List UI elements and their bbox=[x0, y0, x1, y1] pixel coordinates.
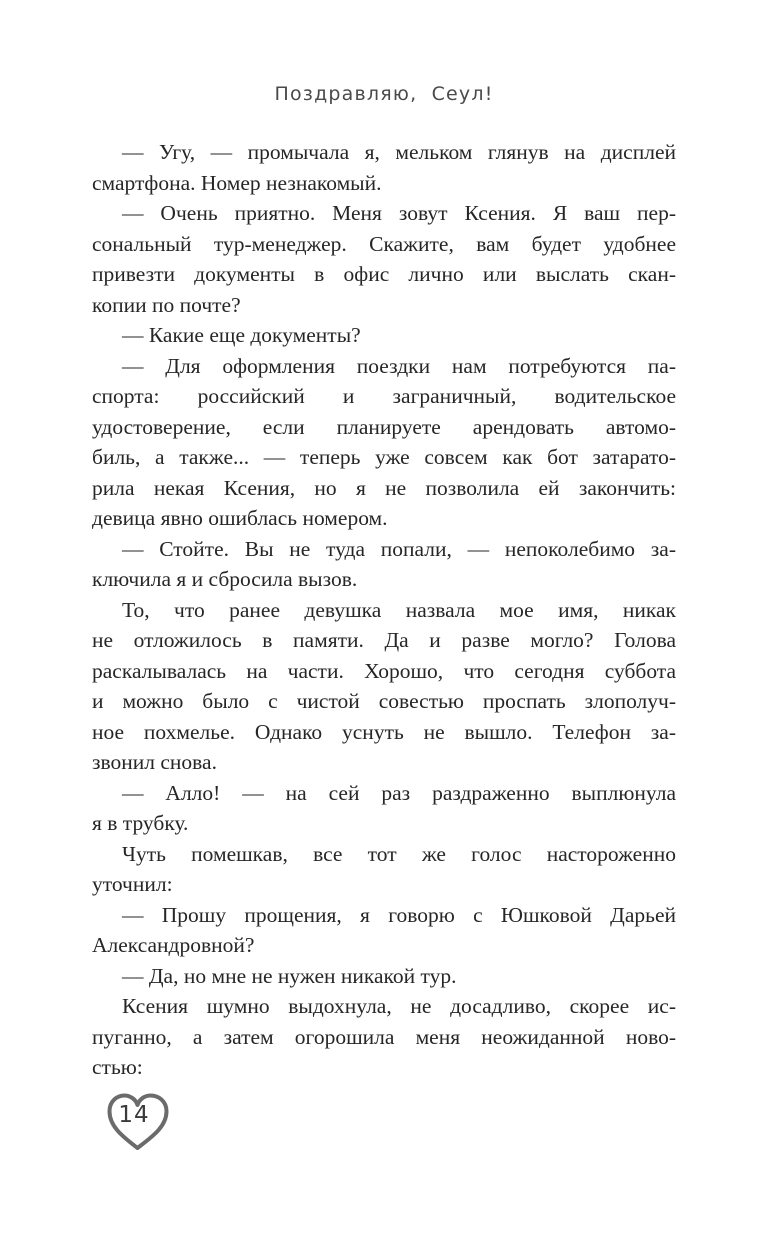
text-block bbox=[92, 137, 676, 1083]
text-line: привезти документы в офис лично или выслать скан- bbox=[92, 262, 676, 286]
text-line: рила некая Ксения, но я не позволила ей закончить: bbox=[92, 475, 676, 500]
text-line: копии по почте? bbox=[92, 292, 241, 317]
text-line: — Прошу прощения, я говорю с Юшковой Дарьей bbox=[122, 902, 676, 927]
text-line: я в трубку. bbox=[92, 811, 189, 835]
text-line: спорта: российский и заграничный, водительское bbox=[92, 384, 676, 408]
text-line: — Очень приятно. Меня зовут Ксения. Я ваш пер- bbox=[122, 201, 676, 225]
text-line: девица явно ошиблась номером. bbox=[92, 506, 388, 530]
text-line: сональный тур-менеджер. Скажите, вам будет удобнее bbox=[92, 231, 676, 256]
text-line: — Стойте. Вы не туда попали, — непоколебимо за- bbox=[122, 536, 676, 561]
page-number: 14 bbox=[118, 1102, 150, 1128]
text-line: стью: bbox=[92, 1055, 143, 1079]
text-line: ключила я и сбросила вызов. bbox=[92, 567, 358, 591]
text-line: биль, а также... — теперь уже совсем как бот затарато- bbox=[92, 445, 676, 469]
text-line: Чуть помешкав, все тот же голос настороженно bbox=[122, 841, 676, 866]
text-line: То, что ранее девушка назвала мое имя, никак bbox=[122, 597, 676, 622]
text-line: удостоверение, если планируете арендовать автомо- bbox=[92, 414, 676, 439]
text-line: звонил снова. bbox=[92, 750, 217, 774]
text-line: пуганно, а затем огорошила меня неожиданной ново- bbox=[92, 1024, 676, 1049]
text-line: смартфона. Номер незнакомый. bbox=[92, 170, 382, 195]
text-line: Александровной? bbox=[92, 933, 255, 957]
text-line: — Какие еще документы? bbox=[122, 323, 361, 347]
text-line: — Для оформления поездки нам потребуются па- bbox=[122, 353, 676, 378]
text-line: и можно было с чистой совестью проспать злополуч- bbox=[92, 689, 676, 713]
text-line: не отложилось в памяти. Да и разве могло? Голова bbox=[92, 628, 676, 652]
text-line: — Угу, — промычала я, мельком глянув на дисплей bbox=[122, 140, 676, 164]
text-line: — Алло! — на сей раз раздраженно выплюнула bbox=[122, 780, 676, 805]
text-line: — Да, но мне не нужен никакой тур. bbox=[122, 963, 457, 988]
text-line: уточнил: bbox=[92, 872, 173, 896]
page-number-heart bbox=[103, 1092, 173, 1152]
running-header: Поздравляю, Сеул! bbox=[274, 83, 494, 105]
text-line: Ксения шумно выдохнула, не досадливо, скорее ис- bbox=[122, 994, 676, 1018]
text-line: раскалывалась на части. Хорошо, что сегодня суббота bbox=[92, 658, 676, 683]
text-line: ное похмелье. Однако уснуть не вышло. Телефон за- bbox=[92, 719, 676, 744]
